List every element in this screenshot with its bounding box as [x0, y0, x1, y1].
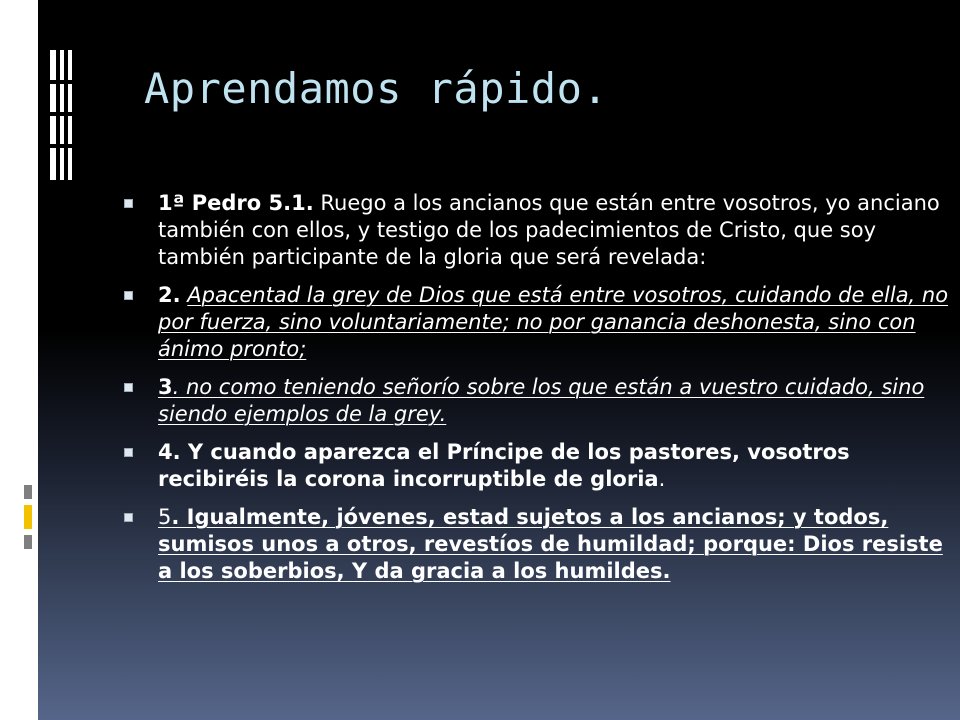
square-bullet-icon: [124, 199, 133, 208]
bullet-list: [124, 190, 954, 596]
accent-block-gray: [24, 485, 32, 499]
window-pane-decoration: [50, 50, 76, 180]
bullet-label: 5: [158, 505, 172, 529]
bullet-text: Ruego a los ancianos que están entre vosotros, yo anciano también con ellos, y testigo de los padecimientos de Cristo, que soy también participante de la gloria que será revelada:: [158, 191, 940, 269]
bullet-item-1: [124, 190, 954, 271]
bullet-text: . Igualmente, jóvenes, estad sujetos a los ancianos; y todos, sumisos unos a otros, revestíos de humildad; porque: Dios resiste a los soberbios, Y da gracia a los humildes.: [158, 505, 943, 583]
left-white-strip: [0, 0, 38, 720]
square-bullet-icon: [124, 383, 133, 392]
square-bullet-icon: [124, 448, 133, 457]
bullet-text: Apacentad la grey de Dios que está entre vosotros, cuidando de ella, no por fuerza, sino voluntariamente; no por ganancia deshonesta, sino con ánimo pronto;: [158, 283, 949, 361]
accent-block-gray-2: [24, 535, 32, 549]
bullet-item-3: [124, 374, 954, 428]
bullet-item-4: [124, 439, 954, 493]
slide: [38, 0, 960, 720]
bullet-label: 1ª Pedro 5.1.: [158, 191, 314, 215]
bullet-label: 4.: [158, 440, 181, 464]
accent-block-yellow: [24, 505, 32, 529]
square-bullet-icon: [124, 513, 133, 522]
bullet-tail: .: [658, 467, 666, 491]
bullet-label: 2.: [158, 283, 181, 307]
bullet-item-2: [124, 282, 954, 363]
square-bullet-icon: [124, 291, 133, 300]
bullet-label: 3: [158, 375, 173, 399]
slide-title: Aprendamos rápido.: [144, 64, 609, 113]
bullet-item-5: [124, 504, 954, 585]
bullet-text: Y cuando aparezca el Príncipe de los pastores, vosotros recibiréis la corona incorruptible de gloria: [158, 440, 850, 491]
bullet-text: . no como teniendo señorío sobre los que están a vuestro cuidado, sino siendo ejemplos de la grey.: [158, 375, 925, 426]
